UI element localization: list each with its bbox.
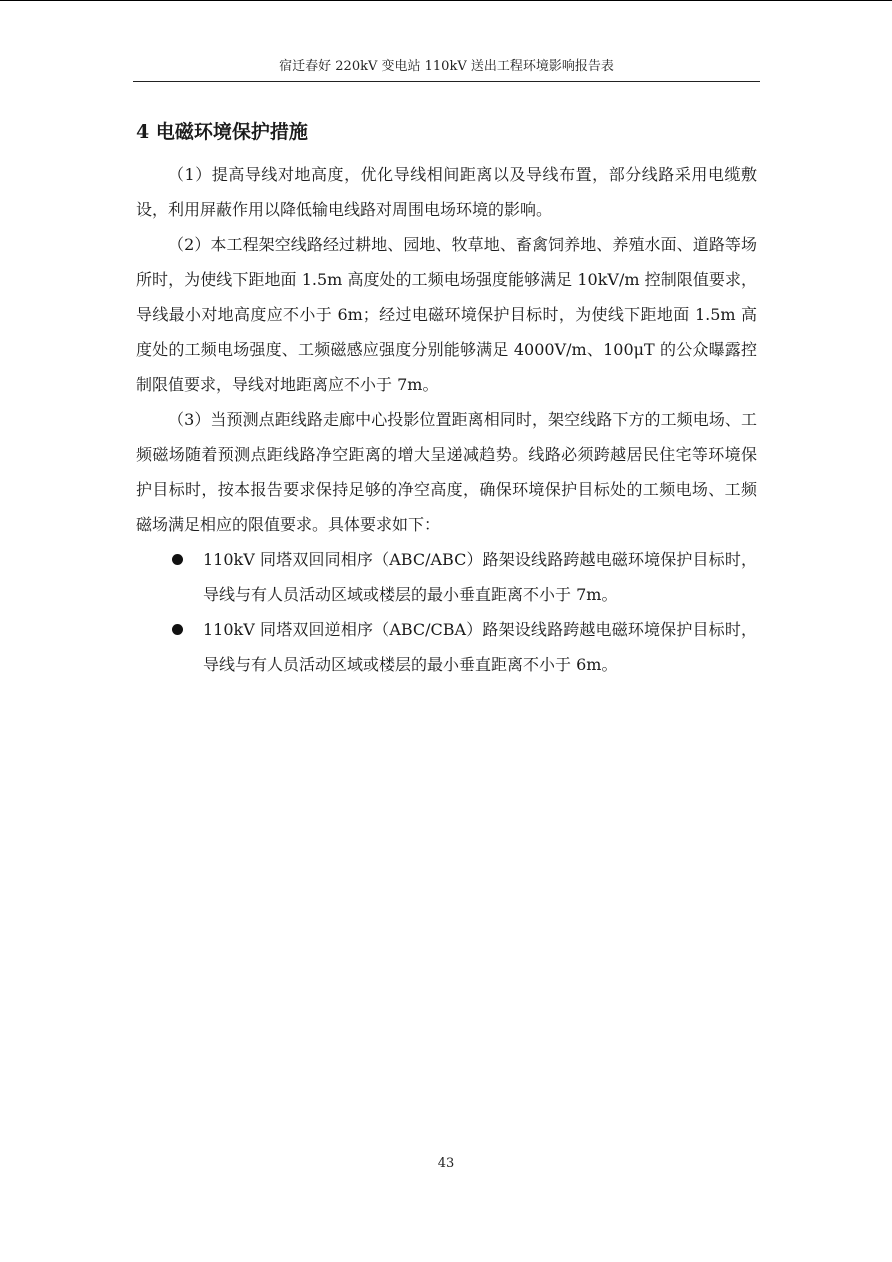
paragraph-2: （2）本工程架空线路经过耕地、园地、牧草地、畜禽饲养地、养殖水面、道路等场所时，为使线下距地面 1.5m 高度处的工频电场强度能够满足 10kV/m 控制限值要求，导线最小对地高度应不小于 6m；经过电磁环境保护目标时，为使线下距地面 1.5m 高度处的工频电场强度、工频磁感应强度分别能够满足 4000V/m、100μT 的公众曝露控制限值要求，导线对地距离应不小于 7m。 (136, 235, 757, 394)
list-item-text: 110kV 同塔双回同相序（ABC/ABC）路架设线路跨越电磁环境保护目标时，导线与有人员活动区域或楼层的最小垂直距离不小于 7m。 (203, 550, 757, 604)
section-title: 4 电磁环境保护措施 (136, 121, 308, 143)
paragraph-3: （3）当预测点距线路走廊中心投影位置距离相同时，架空线路下方的工频电场、工频磁场随着预测点距线路净空距离的增大呈递减趋势。线路必须跨越居民住宅等环境保护目标时，按本报告要求保持足够的净空高度，确保环境保护目标处的工频电场、工频磁场满足相应的限值要求。具体要求如下： (136, 410, 757, 534)
page-number: 43 (437, 1156, 455, 1171)
running-header: 宿迁春好 220kV 变电站 110kV 送出工程环境影响报告表 (133, 56, 760, 82)
bullet-dot-icon (172, 624, 183, 635)
list-item (136, 542, 757, 612)
list-item (136, 612, 757, 682)
paragraph-1: （1）提高导线对地高度，优化导线相间距离以及导线布置，部分线路采用电缆敷设，利用屏蔽作用以降低输电线路对周围电场环境的影响。 (136, 165, 757, 219)
list-item-text: 110kV 同塔双回逆相序（ABC/CBA）路架设线路跨越电磁环境保护目标时，导线与有人员活动区域或楼层的最小垂直距离不小于 6m。 (203, 620, 757, 674)
bullet-dot-icon (172, 554, 183, 565)
page-top-border (0, 0, 892, 1)
requirements-list (136, 542, 757, 682)
section-body (136, 157, 757, 682)
